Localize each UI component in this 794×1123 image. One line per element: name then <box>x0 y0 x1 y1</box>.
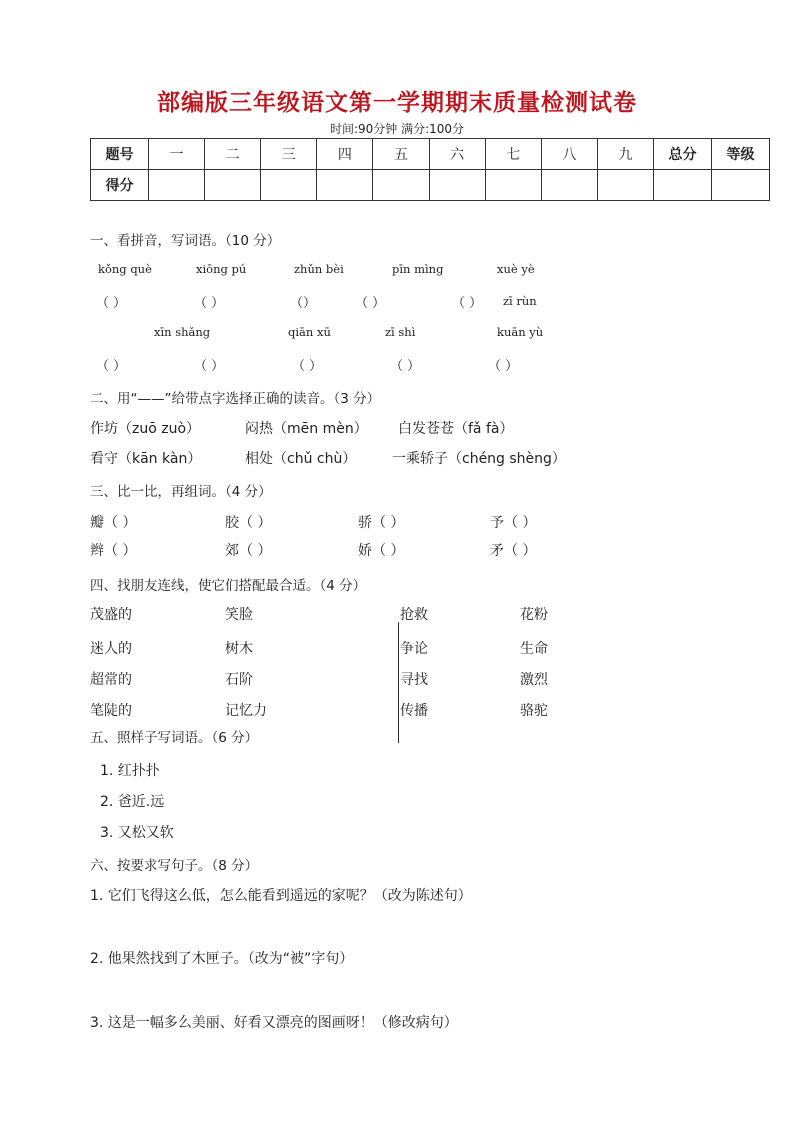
pinyin-item: xiōng pú <box>196 262 247 276</box>
compare-item[interactable]: 辫（ ） <box>90 543 137 559</box>
example-item: 1. 红扑扑 <box>100 763 160 779</box>
header-cell: 七 <box>485 139 541 170</box>
pinyin-item: kuān yù <box>497 325 544 339</box>
score-cell[interactable] <box>261 170 317 201</box>
match-item-left[interactable]: 传播 <box>400 703 428 719</box>
reading-choice[interactable]: 相处（chǔ chù） <box>245 451 357 467</box>
exam-info: 时间:90分钟 满分:100分 <box>329 122 465 136</box>
pinyin-item: pīn mìng <box>392 262 444 276</box>
match-item-right[interactable]: 笑脸 <box>225 607 253 623</box>
pinyin-item: zī rùn <box>503 294 537 308</box>
header-cell: 八 <box>541 139 597 170</box>
answer-blank[interactable]: （ ） <box>355 296 386 311</box>
header-cell: 四 <box>317 139 373 170</box>
match-item-right[interactable]: 骆驼 <box>520 703 548 719</box>
match-item-right[interactable]: 记忆力 <box>225 703 267 719</box>
compare-item[interactable]: 胶（ ） <box>225 515 272 531</box>
reading-choice[interactable]: 作坊（zuō zuò） <box>90 421 201 437</box>
answer-blank[interactable]: （ ） <box>96 359 127 374</box>
header-cell: 六 <box>429 139 485 170</box>
score-cell[interactable] <box>149 170 205 201</box>
score-cell[interactable] <box>373 170 429 201</box>
section-2-heading: 二、用“——”给带点字选择正确的读音。（3 分） <box>90 391 381 407</box>
header-cell: 等级 <box>712 139 770 170</box>
reading-choice[interactable]: 看守（kān kàn） <box>90 451 202 467</box>
score-table <box>90 138 770 201</box>
answer-blank[interactable]: （） <box>290 296 317 311</box>
pinyin-item: xīn shǎng <box>154 325 211 339</box>
answer-blank[interactable]: （ ） <box>194 359 225 374</box>
match-item-left[interactable]: 茂盛的 <box>90 607 132 623</box>
section-3-heading: 三、比一比，再组词。（4 分） <box>90 484 272 500</box>
header-cell: 五 <box>373 139 429 170</box>
divider-line <box>398 622 399 743</box>
section-1-heading: 一、看拼音，写词语。（10 分） <box>90 233 281 249</box>
match-item-left[interactable]: 超常的 <box>90 672 132 688</box>
compare-item[interactable]: 娇（ ） <box>358 543 405 559</box>
reading-choice[interactable]: 白发苍苍（fǎ fà） <box>398 421 514 437</box>
match-item-right[interactable]: 激烈 <box>520 672 548 688</box>
score-table-score-row <box>91 170 770 201</box>
score-cell[interactable] <box>541 170 597 201</box>
pinyin-item: qiān xū <box>288 325 331 339</box>
pinyin-item: kǒng què <box>98 262 152 276</box>
score-cell[interactable] <box>317 170 373 201</box>
match-item-left[interactable]: 寻找 <box>400 672 428 688</box>
section-4-heading: 四、找朋友连线，使它们搭配最合适。（4 分） <box>90 578 367 594</box>
pinyin-item: xuè yè <box>497 262 535 276</box>
sentence-task: 1. 它们飞得这么低，怎么能看到遥远的家呢？（改为陈述句） <box>90 888 472 904</box>
score-cell[interactable] <box>712 170 770 201</box>
score-cell[interactable] <box>205 170 261 201</box>
match-item-right[interactable]: 石阶 <box>225 672 253 688</box>
match-item-right[interactable]: 花粉 <box>520 607 548 623</box>
answer-blank[interactable]: （ ） <box>488 359 519 374</box>
compare-item[interactable]: 郊（ ） <box>225 543 272 559</box>
sentence-task: 3. 这是一幅多么美丽、好看又漂亮的图画呀！（修改病句） <box>90 1015 458 1031</box>
pinyin-item: zī shì <box>385 325 416 339</box>
sentence-task: 2. 他果然找到了木匣子。（改为“被”字句） <box>90 951 354 967</box>
match-item-right[interactable]: 生命 <box>520 641 548 657</box>
header-cell: 题号 <box>91 139 149 170</box>
score-cell[interactable] <box>597 170 653 201</box>
compare-item[interactable]: 矛（ ） <box>490 543 537 559</box>
reading-choice[interactable]: 一乘轿子（chéng shèng） <box>392 451 566 467</box>
score-cell[interactable] <box>654 170 712 201</box>
match-item-left[interactable]: 争论 <box>400 641 428 657</box>
header-cell: 一 <box>149 139 205 170</box>
score-table-header-row <box>91 139 770 170</box>
section-6-heading: 六、按要求写句子。（8 分） <box>90 858 259 874</box>
score-cell[interactable] <box>429 170 485 201</box>
header-cell: 总分 <box>654 139 712 170</box>
answer-blank[interactable]: （ ） <box>194 296 225 311</box>
page-title: 部编版三年级语文第一学期期末质量检测试卷 <box>157 90 637 116</box>
header-cell: 三 <box>261 139 317 170</box>
match-item-left[interactable]: 抢救 <box>400 607 428 623</box>
answer-blank[interactable]: （ ） <box>292 359 323 374</box>
compare-item[interactable]: 骄（ ） <box>358 515 405 531</box>
match-item-right[interactable]: 树木 <box>225 641 253 657</box>
section-5-heading: 五、照样子写词语。（6 分） <box>90 730 259 746</box>
compare-item[interactable]: 予（ ） <box>490 515 537 531</box>
answer-blank[interactable]: （ ） <box>96 296 127 311</box>
header-cell: 二 <box>205 139 261 170</box>
match-item-left[interactable]: 笔陡的 <box>90 703 132 719</box>
example-item: 3. 又松又软 <box>100 825 174 841</box>
example-item: 2. 爸近.远 <box>100 794 165 810</box>
reading-choice[interactable]: 闷热（mēn mèn） <box>245 421 368 437</box>
answer-blank[interactable]: （ ） <box>452 296 483 311</box>
pinyin-item: zhǔn bèi <box>294 262 344 276</box>
score-cell[interactable] <box>485 170 541 201</box>
match-item-left[interactable]: 迷人的 <box>90 641 132 657</box>
answer-blank[interactable]: （ ） <box>390 359 421 374</box>
score-label-cell: 得分 <box>91 170 149 201</box>
compare-item[interactable]: 瓣（ ） <box>90 515 137 531</box>
header-cell: 九 <box>597 139 653 170</box>
